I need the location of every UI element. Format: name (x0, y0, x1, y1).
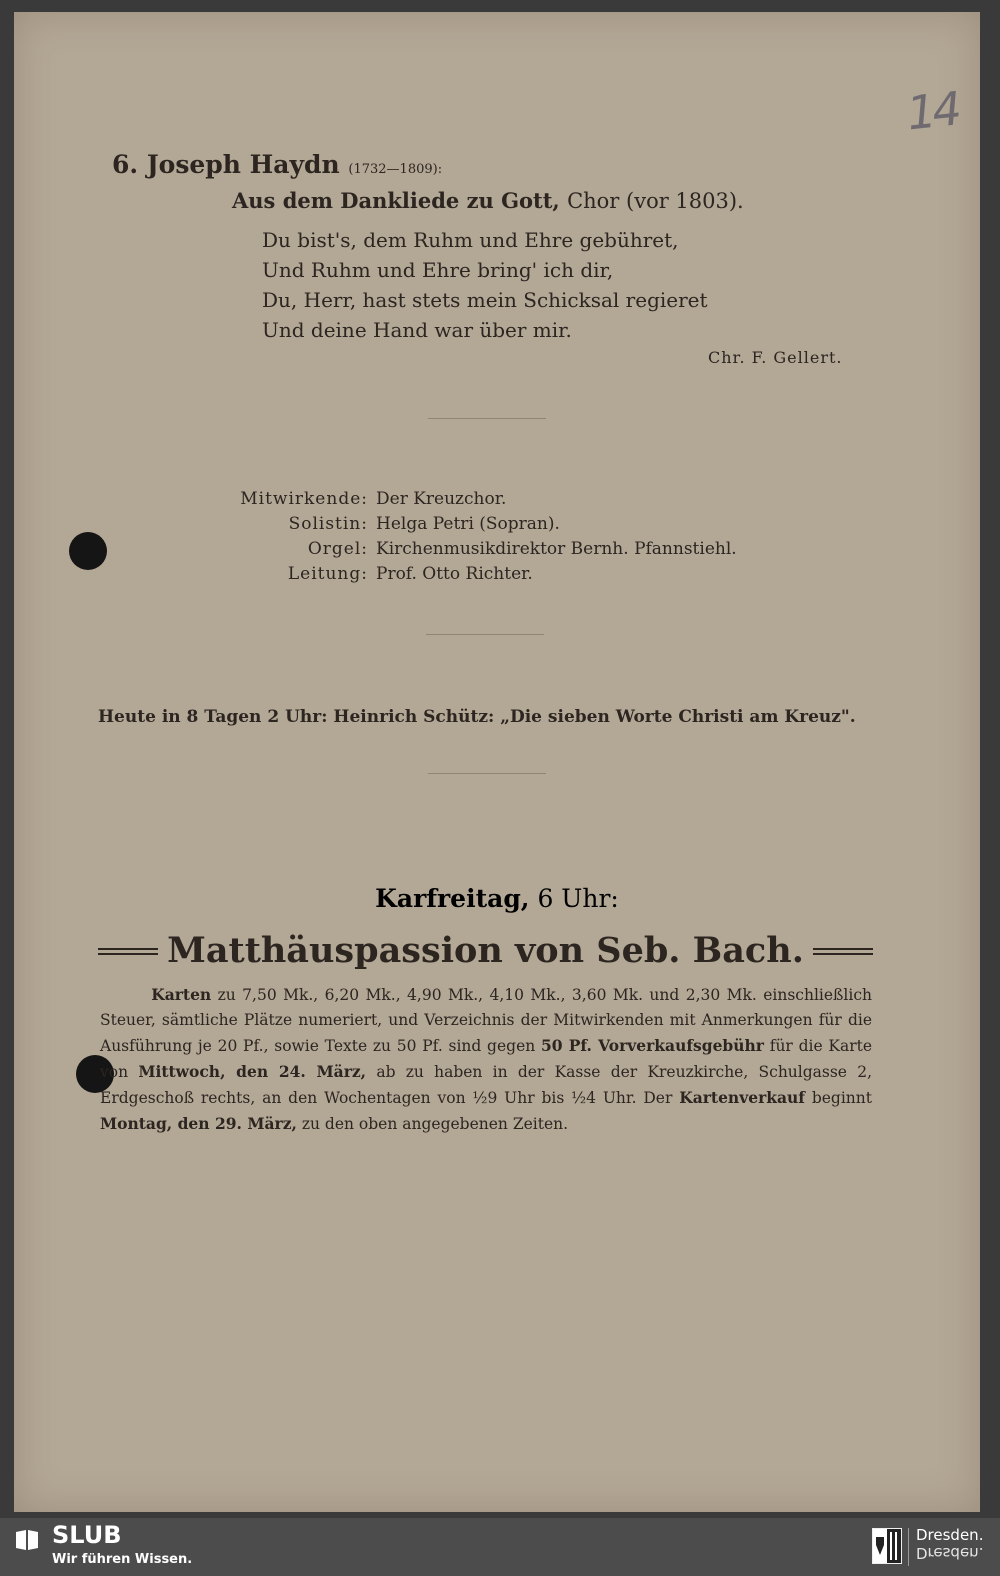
city-name[interactable]: Dresden. (916, 1526, 984, 1544)
credit-value: Kirchenmusikdirektor Bernh. Pfannstiehl. (376, 539, 737, 559)
poem-line: Du, Herr, hast stets mein Schicksal regieret (262, 288, 708, 312)
good-friday-heading (14, 884, 980, 913)
double-rule-right (813, 948, 873, 955)
work-detail: Chor (vor 1803). (567, 189, 744, 213)
ticket-bold: Kartenverkauf (679, 1088, 805, 1107)
composer-years: (1732—1809): (348, 162, 443, 177)
work-name: Aus dem Dankliede zu Gott, (232, 188, 560, 213)
bach-title-line (98, 930, 873, 974)
ticket-text: zu den oben angegebenen Zeiten. (296, 1115, 569, 1133)
credit-value: Prof. Otto Richter. (376, 564, 533, 584)
credit-row (230, 489, 737, 514)
footer-bar (0, 1518, 1000, 1576)
ticket-text: zu 7,50 Mk., 6,20 Mk., 4,90 Mk., 4,10 Mk., 3,60 Mk. und 2,30 Mk. einschließlich Steuer, sämtliche Plätze numeriert, und Verzeichnis der Mitwirkenden mit Anmerkungen für die Ausführung je 20 Pf., sowie Texte zu 50 Pf. sind gegen (100, 986, 872, 1055)
book-icon (14, 1528, 40, 1552)
library-tagline: Wir führen Wissen. (52, 1552, 193, 1567)
credit-value: Helga Petri (Sopran). (376, 514, 560, 534)
divider (428, 773, 546, 774)
good-friday-day: Karfreitag, (375, 884, 530, 913)
footer-separator (908, 1528, 909, 1566)
document-page (14, 12, 980, 1512)
poem-line: Und deine Hand war über mir. (262, 318, 572, 342)
ticket-info-paragraph (100, 982, 872, 1137)
pencil-page-number: 14 (904, 81, 961, 141)
ticket-text: ab zu haben in der Kasse der Kreuzkirche, Schulgasse 2, Erdgeschoß rechts, an den Wochentagen von ½9 Uhr bis ½4 Uhr. Der (100, 1063, 873, 1107)
credit-label: Orgel: (307, 539, 368, 559)
credit-row (230, 514, 737, 539)
poem-author: Chr. F. Gellert. (708, 348, 843, 367)
city-crest-icon (872, 1528, 902, 1564)
good-friday-time: 6 Uhr: (537, 884, 619, 913)
ticket-bold: 50 Pf. Vorverkaufsgebühr (540, 1036, 764, 1055)
ticket-bold: Montag, den 29. März, (100, 1114, 297, 1133)
credit-value: Der Kreuzchor. (376, 489, 507, 509)
work-title (232, 188, 744, 213)
credits (230, 489, 737, 589)
poem-line: Und Ruhm und Ehre bring' ich dir, (262, 258, 614, 282)
poem-line: Du bist's, dem Ruhm und Ehre gebühret, (262, 228, 679, 252)
divider (428, 418, 546, 419)
ticket-bold: Karten (151, 985, 212, 1004)
city-name-mirrored: Dresden. (916, 1544, 984, 1562)
ticket-text: beginnt (804, 1089, 872, 1107)
library-name[interactable]: SLUB (52, 1521, 122, 1549)
credit-label: Solistin: (288, 514, 368, 534)
credit-row (230, 539, 737, 564)
credit-label: Leitung: (287, 564, 368, 584)
next-concert-announcement: Heute in 8 Tagen 2 Uhr: Heinrich Schütz: „Die sieben Worte Christi am Kreuz". (98, 707, 856, 727)
divider (426, 634, 544, 635)
piece-number: 6. (112, 150, 139, 179)
credit-row (230, 564, 737, 589)
poem (262, 228, 708, 348)
ticket-text: für die Karte von (100, 1037, 872, 1081)
credit-label: Mitwirkende: (240, 489, 368, 509)
punch-hole (69, 532, 107, 570)
ticket-bold: Mittwoch, den 24. März, (138, 1062, 367, 1081)
piece-heading (112, 150, 442, 179)
composer-name: Joseph Haydn (146, 150, 340, 179)
bach-title: Matthäuspassion von Seb. Bach. (167, 930, 804, 971)
